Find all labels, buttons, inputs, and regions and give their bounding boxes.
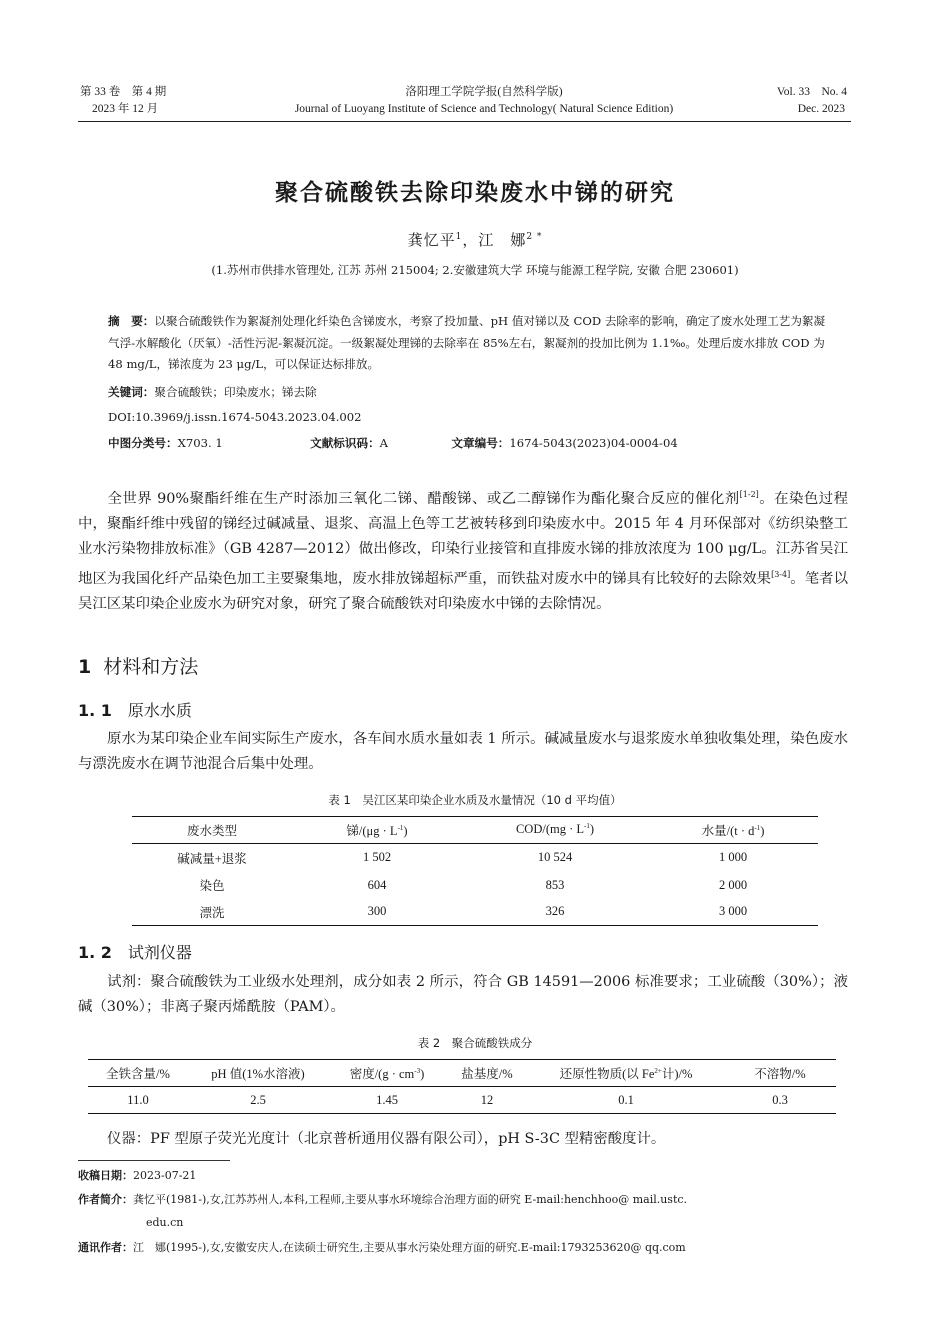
table-cell: 2.5 xyxy=(250,1092,266,1107)
author-bio-text: 龚忆平(1981-),女,江苏苏州人,本科,工程师,主要从事水环境综合治理方面的研究 E-mail:henchhoo@ mail.ustc. xyxy=(133,1193,688,1206)
footnote-corresponding xyxy=(78,1238,848,1257)
header-volume: 第 33 卷 第 4 期 xyxy=(80,86,167,98)
received-date: 2023-07-21 xyxy=(133,1169,197,1182)
abstract-label: 摘 要： xyxy=(108,314,155,328)
clc-value: X703. 1 xyxy=(177,436,223,450)
doc-code-label: 文献标识码： xyxy=(310,436,380,450)
table-cell: 326 xyxy=(545,904,565,919)
section-1-2-title: 试剂仪器 xyxy=(127,943,192,962)
header-date-en: Dec. 2023 xyxy=(797,103,845,115)
article-number-label: 文章编号： xyxy=(451,436,510,450)
table-cell: 2 000 xyxy=(718,877,748,892)
header-journal xyxy=(200,84,768,118)
header-journal-en: Journal of Luoyang Institute of Science and Technology( Natural Science Edition) xyxy=(294,103,674,115)
classification-line xyxy=(108,435,830,451)
section-1-2-number: 1. 2 xyxy=(78,943,112,962)
abstract-text: 以聚合硫酸铁作为絮凝剂处理化纤染色含锑废水，考察了投加量、pH 值对锑以及 COD 去除率的影响，确定了废水处理工艺为絮凝气浮-水解酸化（厌氧）-活性污泥-絮凝沉淀。一级絮凝处理锑的去除率在 85%左右，絮凝剂的投加比例为 1.1‰。处理后废水排放 COD 为 48 mg/L，锑浓度为 23 μg/L，可以保证达标排放。 xyxy=(108,314,826,371)
abstract xyxy=(108,311,830,376)
table-cell: 604 xyxy=(367,877,387,892)
table-cell: 853 xyxy=(545,877,565,892)
table-2-header-basicity: 盐基度/% xyxy=(461,1067,513,1081)
intro-text-2: 。在染色过程中，聚酯纤维中残留的锑经过碱减量、退浆、高温上色等工艺被转移到印染废水中。2015 年 4 月环保部对《纺织染整工业水污染物排放标准》（GB 4287—2012）做出修改，印染行业接管和直排废水锑的排放浓度为 100 μg/L。江苏省吴江地区为我国化纤产品染色加工主要聚集地，废水排放锑超标严重，而铁盐对废水中的锑具有比较好的去除效果 xyxy=(78,490,848,587)
author-separator: ， xyxy=(462,231,479,249)
table-2 xyxy=(88,1059,836,1114)
table-cell: 11.0 xyxy=(127,1092,149,1107)
citation-1-2: [1-2] xyxy=(739,490,759,499)
author-1: 龚忆平 xyxy=(407,231,456,249)
affiliations: (1.苏州市供排水管理处, 江苏 苏州 215004; 2.安徽建筑大学 环境与能源工程学院, 安徽 合肥 230601) xyxy=(211,263,739,277)
author-line xyxy=(0,229,950,250)
section-1-1-text: 原水为某印染企业车间实际生产废水，各车间水质水量如表 1 所示。碱减量废水与退浆废水单独收集处理，染色废水与漂洗废水在调节池混合后集中处理。 xyxy=(78,731,848,772)
table-cell: 12 xyxy=(480,1092,494,1107)
table-cell: 漂洗 xyxy=(199,905,225,920)
section-1-1-number: 1. 1 xyxy=(78,701,112,720)
clc-label: 中图分类号： xyxy=(108,436,178,450)
author-2-mark: 2 * xyxy=(526,232,543,242)
header-date: 2023 年 12 月 xyxy=(92,103,159,115)
table-row xyxy=(132,872,818,899)
table-2-header-insoluble: 不溶物/% xyxy=(754,1067,806,1081)
table-2-caption: 表 2 聚合硫酸铁成分 xyxy=(417,1036,533,1050)
footnote-received xyxy=(78,1166,848,1185)
table-row xyxy=(132,899,818,926)
table-2-header-reducing: 还原性物质(以 $Fe^{2+}$计)/% xyxy=(559,1066,693,1081)
intro-text-1: 全世界 90%聚酯纤维在生产时添加三氧化二锑、醋酸锑、或乙二醇锑作为酯化聚合反应的催化剂 xyxy=(107,490,740,507)
table-cell: 3 000 xyxy=(718,904,748,919)
table-cell: 0.3 xyxy=(772,1092,788,1107)
table-cell: 300 xyxy=(367,904,387,919)
table-1-header-type: 废水类型 xyxy=(186,824,237,838)
header-volume-issue xyxy=(80,84,166,118)
header-volume-en xyxy=(777,84,847,118)
instruments-paragraph xyxy=(78,1127,848,1152)
section-1-2-heading xyxy=(78,940,192,963)
header-rule xyxy=(78,121,851,122)
table-row xyxy=(88,1087,836,1114)
header-vol-en: Vol. 33 No. 4 xyxy=(776,86,847,98)
footnote-author-bio-cont: edu.cn xyxy=(146,1216,184,1229)
keywords xyxy=(108,384,317,400)
footnote-author-bio xyxy=(78,1190,848,1209)
section-1-2-text: 试剂：聚合硫酸铁为工业级水处理剂，成分如表 2 所示，符合 GB 14591—2006 标准要求；工业硫酸（30%）；液碱（30%）；非离子聚丙烯酰胺（PAM）。 xyxy=(78,974,848,1015)
author-bio-label: 作者简介： xyxy=(78,1193,133,1206)
table-row xyxy=(132,844,818,872)
section-1-heading xyxy=(78,652,198,679)
table-cell: 1 502 xyxy=(362,850,392,865)
table-cell: 1 000 xyxy=(718,850,748,865)
table-1-header-sb: 锑$/(\mu g \cdot L^{-1})$ xyxy=(346,823,408,838)
section-1-number: 1 xyxy=(78,656,92,678)
table-1-header-row xyxy=(132,817,818,844)
keywords-label: 关键词： xyxy=(108,385,155,399)
doc-code-value: A xyxy=(379,436,389,450)
header-journal-cn: 洛阳理工学院学报(自然科学版) xyxy=(405,86,563,98)
intro-paragraph xyxy=(78,482,848,617)
section-1-title: 材料和方法 xyxy=(103,656,199,678)
table-cell: 碱减量+退浆 xyxy=(177,851,247,866)
table-cell: 0.1 xyxy=(618,1092,634,1107)
corresponding-text: 江 娜(1995-),女,安徽安庆人,在读硕士研究生,主要从事水污染处理方面的研究.E-mail:1793253620@ qq.com xyxy=(133,1241,686,1254)
section-1-2-paragraph xyxy=(78,970,848,1020)
table-2-header-row xyxy=(88,1060,836,1087)
section-1-1-heading xyxy=(78,698,192,721)
table-1-caption: 表 1 吴江区某印染企业水质及水量情况（10 d 平均值） xyxy=(328,793,622,807)
table-cell: 1.45 xyxy=(376,1092,398,1107)
instruments-text: 仪器：PF 型原子荧光光度计（北京普析通用仪器有限公司），pH S-3C 型精密酸度计。 xyxy=(107,1131,666,1147)
table-1-header-cod: $COD/(mg \cdot L^{-1})$ xyxy=(515,822,595,837)
table-2-header-ph: pH 值(1%水溶液) xyxy=(211,1067,305,1081)
author-1-mark: 1 xyxy=(455,232,463,242)
received-label: 收稿日期： xyxy=(78,1169,133,1182)
doi: DOI:10.3969/j.issn.1674-5043.2023.04.002 xyxy=(108,410,362,424)
table-cell: 10 524 xyxy=(537,850,573,865)
keywords-text: 聚合硫酸铁；印染废水；锑去除 xyxy=(154,385,317,399)
footnote-rule xyxy=(78,1160,230,1161)
table-1-header-volume: 水量$/(t \cdot d^{-1})$ xyxy=(701,823,765,838)
table-cell: 染色 xyxy=(199,879,225,893)
article-number-value: 1674-5043(2023)04-0004-04 xyxy=(509,436,678,450)
section-1-1-paragraph xyxy=(78,727,848,777)
author-2: 江 娜 xyxy=(478,231,527,249)
citation-3-4: [3-4] xyxy=(771,569,791,579)
table-2-header-density: 密度$/(g \cdot cm^{-3})$ xyxy=(349,1066,425,1081)
intro-text-3: 。笔者以吴江区某印染企业废水为研究对象，研究了聚合硫酸铁对印染废水中锑的去除情况。 xyxy=(78,570,848,612)
table-2-header-iron: 全铁含量/% xyxy=(106,1067,170,1081)
article-title: 聚合硫酸铁去除印染废水中锑的研究 xyxy=(275,180,675,206)
section-1-1-title: 原水水质 xyxy=(127,701,192,720)
table-1 xyxy=(132,816,818,926)
corresponding-label: 通讯作者： xyxy=(78,1241,133,1254)
